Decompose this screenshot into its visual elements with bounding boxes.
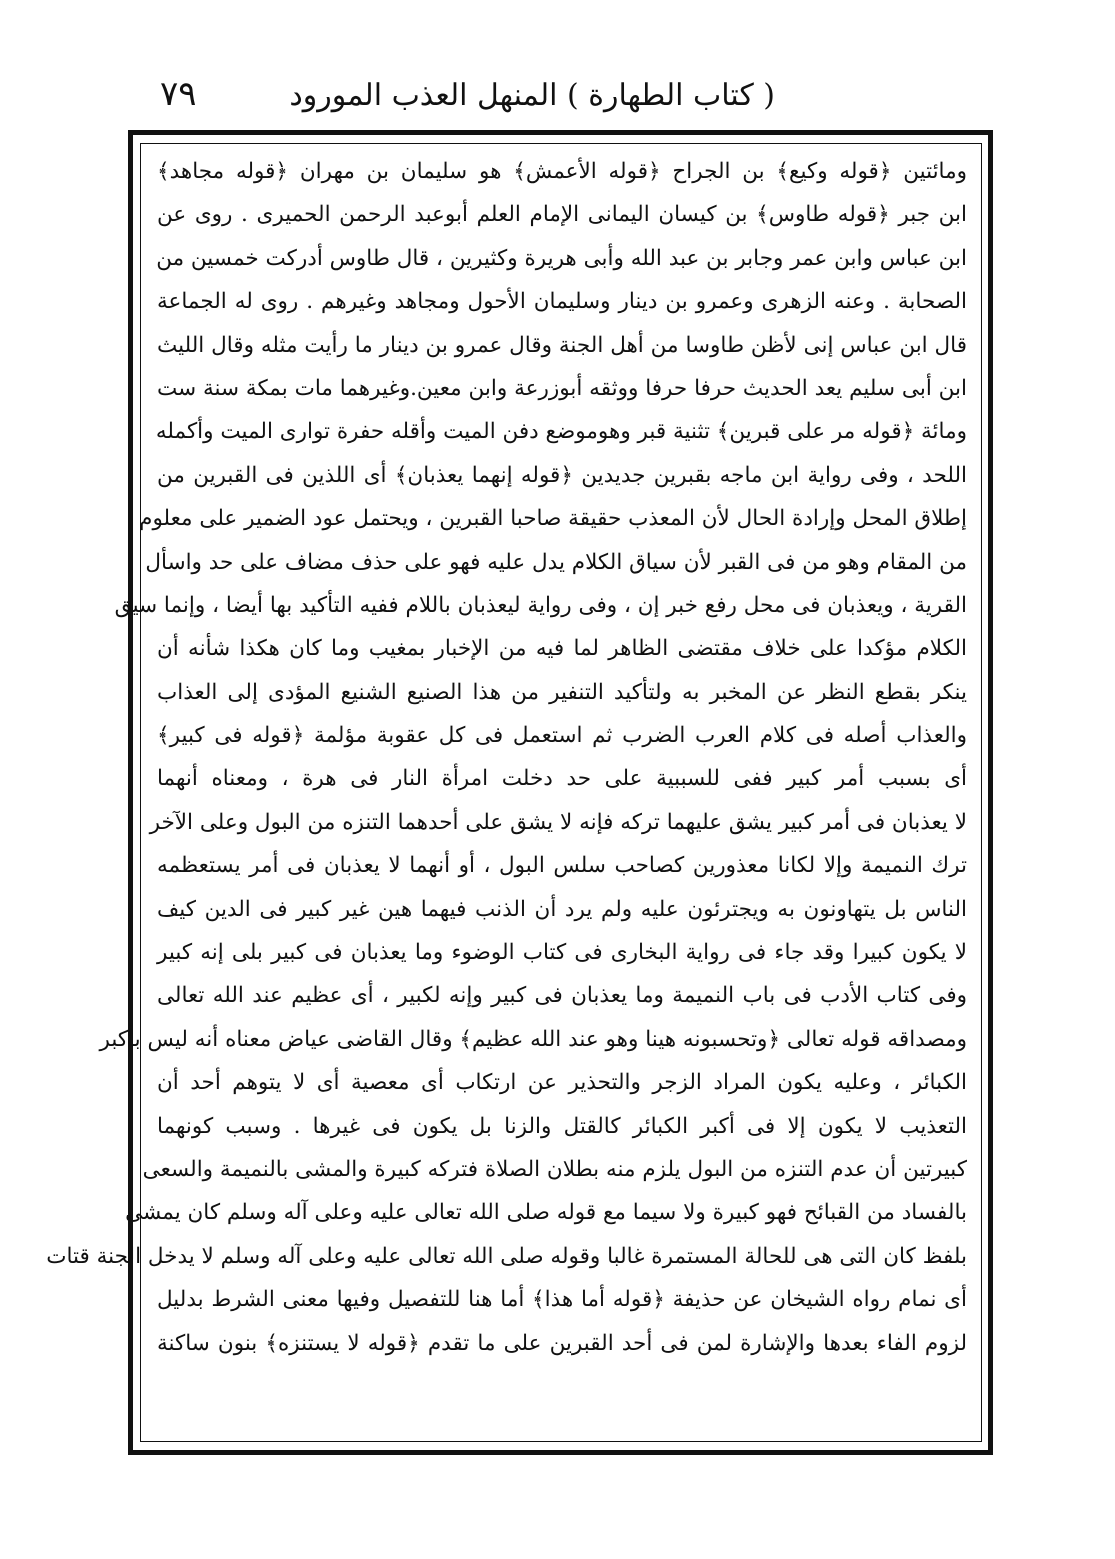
text-line: لزوم الفاء بعدها والإشارة لمن فى أحد القبرين على ما تقدم ﴿قوله لا يستنزه﴾ بنون ساكنة [157,1330,967,1356]
text-line: ومصداقه قوله تعالى ﴿وتحسبونه هينا وهو عند الله عظيم﴾ وقال القاضى عياض معناه أنه ليس بأكبر [99,1026,967,1052]
text-line: القرية ، ويعذبان فى محل رفع خبر إن ، وفى رواية ليعذبان باللام ففيه التأكيد بها أيضا ، وإنما سيق [114,592,967,618]
text-line: لا يعذبان فى أمر كبير يشق عليهما تركه فإنه لا يشق على أحدهما التنزه من البول وعلى الآخر [149,809,967,835]
text-line: أى بسبب أمر كبير ففى للسببية على حد دخلت امرأة النار فى هرة ، ومعناه أنهما [157,766,967,792]
text-line: التعذيب لا يكون إلا فى أكبر الكبائر كالقتل والزنا بل يكون فى غيرها . وسبب كونهما [157,1113,967,1139]
text-line: أى نمام رواه الشيخان عن حذيفة ﴿قوله أما هذا﴾ أما هنا للتفصيل وفيها معنى الشرط بدليل [157,1287,967,1313]
page-header [130,70,1000,120]
text-line: ومائتين ﴿قوله وكيع﴾ بن الجراح ﴿قوله الأعمش﴾ هو سليمان بن مهران ﴿قوله مجاهد﴾ [157,159,967,184]
running-title: ( كتاب الطهارة ) المنهل العذب المورود [289,78,775,113]
text-line: ابن أبى سليم يعد الحديث حرفا حرفا ووثقه أبوزرعة وابن معين.وغيرهما مات بمكة سنة ست [157,375,967,401]
text-line: ابن جبر ﴿قوله طاوس﴾ بن كيسان اليمانى الإمام العلم أبوعبد الرحمن الحميرى . روى عن [157,202,967,228]
text-line: بالفساد من القبائح فهو كبيرة ولا سيما مع قوله صلى الله تعالى عليه وعلى آله وسلم كان يمشى [125,1200,967,1226]
text-line: والعذاب أصله فى كلام العرب الضرب ثم استعمل فى كل عقوبة مؤلمة ﴿قوله فى كبير﴾ [157,723,967,749]
text-line: الصحابة . وعنه الزهرى وعمرو بن دينار وسليمان الأحول ومجاهد وغيرهم . روى له الجماعة [157,289,967,315]
text-line: ينكر بقطع النظر عن المخبر به ولتأكيد التنفير من هذا الصنيع الشنيع المؤدى إلى العذاب [157,679,967,705]
text-line: ترك النميمة وإلا لكانا معذورين كصاحب سلس البول ، أو أنهما لا يعذبان فى أمر يستعظمه [157,853,967,879]
text-line [157,1408,967,1451]
page-number: ٧٩ [160,74,197,114]
text-line: بلفظ كان التى هى للحالة المستمرة غالبا وقوله صلى الله تعالى عليه وعلى آله وسلم لا يدخل الجنة قتات [46,1243,967,1269]
text-line: لا يكون كبيرا وقد جاء فى رواية البخارى فى كتاب الوضوء وما يعذبان فى كبير بلى إنه كبير [157,940,967,966]
text-line: الناس بل يتهاونون به ويجترئون عليه ولم يرد أن الذنب فيهما هين غير كبير فى الدين كيف [157,896,967,922]
text-line: إطلاق المحل وإرادة الحال لأن المعذب حقيقة صاحبا القبرين ، ويحتمل عود الضمير على معلوم [139,506,967,532]
text-line: اللحد ، وفى رواية ابن ماجه بقبرين جديدين ﴿قوله إنهما يعذبان﴾ أى اللذين فى القبرين من [157,462,967,488]
text-line: من المقام وهو من فى القبر لأن سياق الكلام يدل عليه فهو على حذف مضاف على حد واسأل [145,549,967,575]
text-line: الكبائر ، وعليه يكون المراد الزجر والتحذير عن ارتكاب أى معصية أى لا يتوهم أحد أن [157,1070,967,1096]
text-line: قال ابن عباس إنى لأظن طاوسا من أهل الجنة وقال عمرو بن دينار ما رأيت مثله وقال الليث [157,332,967,358]
text-line [157,1365,967,1408]
text-line: ومائة ﴿قوله مر على قبرين﴾ تثنية قبر وهوموضع دفن الميت وأقله حفرة توارى الميت وأكمله [155,419,967,445]
text-line: ابن عباس وابن عمر وجابر بن عبد الله وأبى هريرة وكثيرين ، قال طاوس أدركت خمسين من [156,245,967,271]
text-line: الكلام مؤكدا على خلاف مقتضى الظاهر لما فيه من الإخبار بمغيب وما كان هكذا شأنه أن [157,636,967,662]
text-line: وفى كتاب الأدب فى باب النميمة وما يعذبان فى كبير وإنه لكبير ، أى عظيم عند الله تعالى [157,983,967,1009]
text-line: كبيرتين أن عدم التنزه من البول يلزم منه بطلان الصلاة فتركه كبيرة والمشى بالنميمة والسعى [142,1156,967,1182]
body-text [46,150,967,1452]
